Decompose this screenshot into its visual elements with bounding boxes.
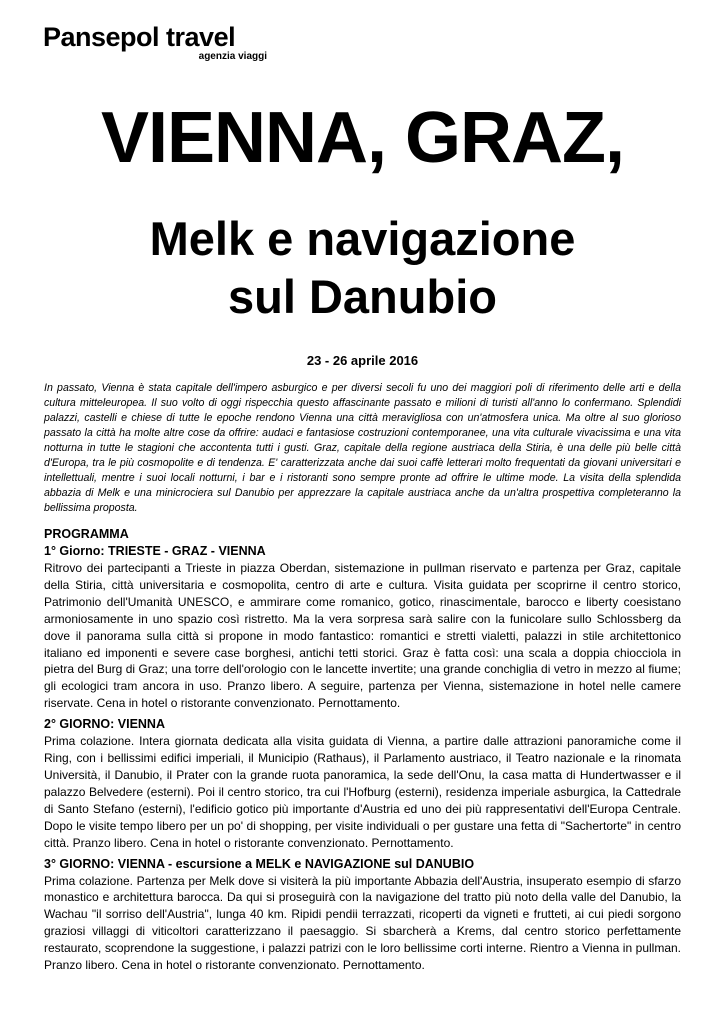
page-title: VIENNA, GRAZ,	[100, 98, 625, 178]
day-1-text: Ritrovo dei partecipanti a Trieste in piazza Oberdan, sistemazione in pullman riservato e partenza per Graz, capitale della Stiria, città universitaria e cosmopolita, centro di arte e cultura. Visita guidata per scoprirne il centro storico, Patrimonio dell'Umanità UNESCO, e ammirare come romanico, gotico, rinascimentale, barocco e liberty coesistano armoniosamente in uno spazio così ristretto. Ma la vera sorpresa sarà salire con la funicolare sullo Schlossberg da dove il panorama sulla città si propone in modo fantastico: romantici e stretti vialetti, palazzi in stile architettonico italiano ed imponenti e severe case borghesi, antichi tetti storici. Graz è fatta così: una scala a doppia chiocciola in pietra del Burg di Graz; una torre dell'orologio con le lancette invertite; una grande conchiglia di vetro in mezzo al fiume; gli ecologici tram ancora in uso. Pranzo libero. A seguire, partenza per Vienna, sistemazione in hotel nelle camere riservate. Cena in hotel o ristorante convenzionato. Pernottamento.	[44, 561, 681, 711]
logo-name: Pansepol travel	[43, 22, 236, 52]
intro-paragraph: In passato, Vienna è stata capitale dell'impero asburgico e per diversi secoli fu uno dei maggiori poli di riferimento delle arti e della cultura mitteleuropea. Il suo volto di oggi rispecchia questo affascinante passato e milioni di turisti all'anno lo confermano. Splendidi palazzi, castelli e chiese di tutte le epoche rendono Vienna una città meravigliosa con un'atmosfera unica. Ma oltre al suo glorioso passato la città ha molte altre cose da offrire: audaci e fantasiose costruzioni contemporanee, una vita culturale vivacissima e una vita notturna in tutte le stagioni che accontenta tutti i gusti. Graz, capitale della regione austriaca della Stiria, è una delle più belle città d'Europa, tra le più cosmopolite e di tendenza. E' caratterizzata anche dai suoi caffè letterari molto frequentati da giovani universitari e intellettuali, mentre i suoi locali notturni, i bar e i ristoranti sono sempre pronte ad offrire le ultime mode. La visita della splendida abbazia di Melk e una minicrociera sul Danubio per apprezzare la capitale austriaca anche da un'altra prospettiva completeranno la bellissima proposta.	[44, 382, 681, 514]
company-logo	[43, 22, 273, 62]
trip-dates: 23 - 26 aprile 2016	[306, 353, 419, 368]
day-2-title: 2° GIORNO: VIENNA	[44, 717, 165, 732]
program-heading: PROGRAMMA	[44, 527, 129, 541]
subtitle-line-1: Melk e navigazione	[149, 212, 576, 265]
day-3-title: 3° GIORNO: VIENNA - escursione a MELK e NAVIGAZIONE sul DANUBIO	[44, 856, 475, 871]
day-3-text: Prima colazione. Partenza per Melk dove si visiterà la più importante Abbazia dell'Austria, insuperato esempio di sfarzo monastico e architettura barocca. Da qui si proseguirà con la navigazione del tratto più noto della valle del Danubio, la Wachau "il sorriso dell'Austria", lunga 40 km. Ripidi pendii terrazzati, ricoperti da vigneti e frutteti, ai cui piedi sorgono graziosi villaggi di viticoltori caratterizzano il paesaggio. Si sbarcherà a Krems, dal centro storico perfettamente restaurato, scoprendone la suggestione, i palazzi patrizi con le loro bellissime corti interne. Rientro a Vienna in pullman. Pranzo libero. Cena in hotel o ristorante convenzionato. Pernottamento.	[44, 873, 681, 973]
day-2-text: Prima colazione. Intera giornata dedicata alla visita guidata di Vienna, a partire dalle attrazioni panoramiche come il Ring, con i bellissimi edifici imperiali, il Municipio (Rathaus), il Parlamento austriaco, il Teatro nazionale e la rinomata Università, il Danubio, il Prater con la grande ruota panoramica, la sede dell'Onu, la casa matta di Hundertwasser e il palazzo Belvedere (esterni). Poi il centro storico, tra cui l'Hofburg (esterni), residenza imperiale asburgica, la Cattedrale di Santo Stefano (esterni), l'edificio gotico più importante d'Austria ed uno dei più rappresentativi dell'Europa Centrale. Dopo le visite tempo libero per un po' di shopping, per visite individuali o per gustare una fetta di "Sachertorte" in centro città. Pranzo libero. Cena in hotel o ristorante convenzionato. Pernottamento.	[44, 734, 681, 850]
page-subtitle	[0, 210, 725, 326]
day-1-title: 1° Giorno: TRIESTE - GRAZ - VIENNA	[44, 544, 266, 558]
program-section	[44, 526, 681, 978]
subtitle-line-2: sul Danubio	[228, 270, 497, 323]
logo-tagline: agenzia viaggi	[198, 51, 267, 62]
